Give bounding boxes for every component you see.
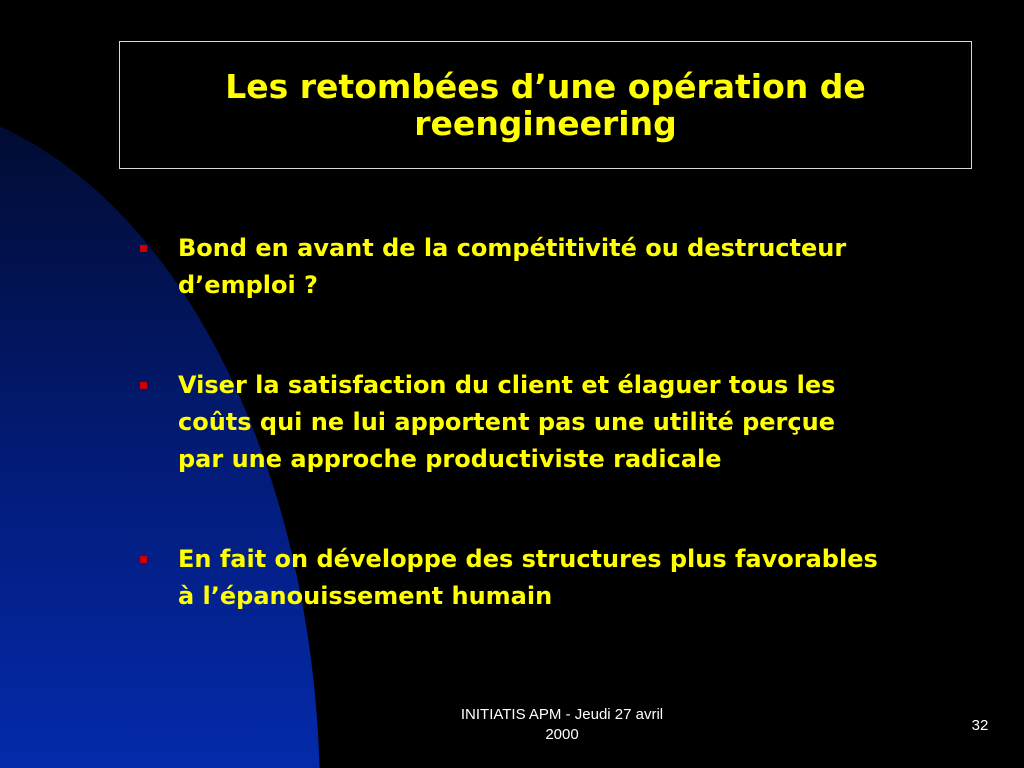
page-number: 32 xyxy=(971,717,989,734)
bullet-item-1 xyxy=(140,230,990,304)
bullet-item-3 xyxy=(140,541,990,615)
square-bullet-icon xyxy=(140,245,147,252)
slide-title-line-1: Les retombées d’une opération de xyxy=(225,67,866,106)
bullet-2-line-2: coûts qui ne lui apportent pas une utilité perçue xyxy=(178,408,835,436)
bullet-3-line-1: En fait on développe des structures plus favorables xyxy=(178,545,878,573)
square-bullet-icon xyxy=(140,556,147,563)
title-box xyxy=(119,41,972,169)
bullet-1-line-2: d’emploi ? xyxy=(178,271,318,299)
footer-line-1: INITIATIS APM - Jeudi 27 avril xyxy=(460,706,664,723)
footer-text xyxy=(412,705,712,745)
bullet-item-2 xyxy=(140,367,990,478)
bullet-2-line-3: par une approche productiviste radicale xyxy=(178,445,722,473)
bullet-1-line-1: Bond en avant de la compétitivité ou destructeur xyxy=(178,234,847,262)
slide-title-line-2: reengineering xyxy=(414,104,677,143)
footer-line-2: 2000 xyxy=(545,726,579,743)
bullet-2-line-1: Viser la satisfaction du client et élaguer tous les xyxy=(178,371,836,399)
slide-title xyxy=(225,68,866,142)
square-bullet-icon xyxy=(140,382,147,389)
bullet-3-line-2: à l’épanouissement humain xyxy=(178,582,553,610)
bullet-list xyxy=(140,230,990,615)
